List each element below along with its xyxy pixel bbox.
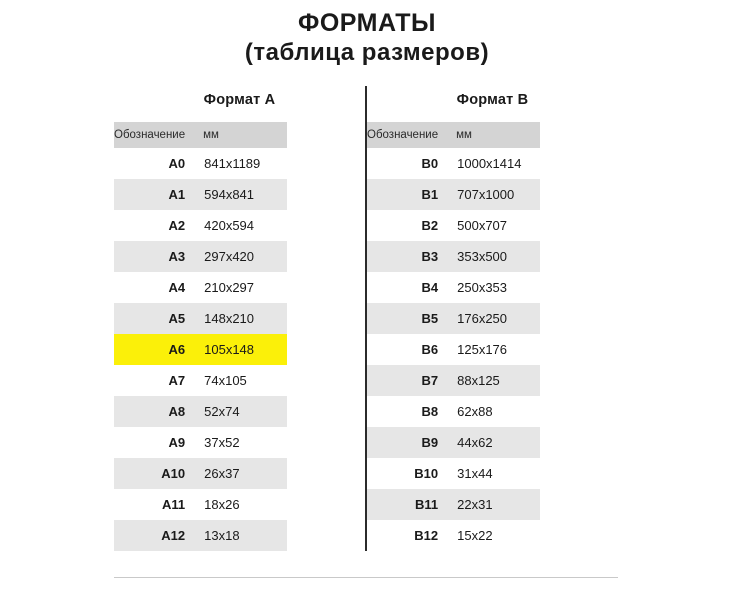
cell-code: A3 (114, 241, 195, 272)
cell-code: B6 (367, 334, 448, 365)
table-row (114, 427, 287, 458)
cell-code: A11 (114, 489, 195, 520)
cell-code: A6 (114, 334, 195, 365)
cell-code: B5 (367, 303, 448, 334)
table-row (367, 179, 540, 210)
cell-size: 210x297 (195, 272, 286, 303)
format-a-table (114, 122, 287, 551)
cell-code: B8 (367, 396, 448, 427)
table-header-row (367, 122, 540, 148)
title-line-1: ФОРМАТЫ (297, 9, 436, 37)
cell-size: 125x176 (448, 334, 539, 365)
cell-code: A8 (114, 396, 195, 427)
cell-size: 31x44 (448, 458, 539, 489)
column-header-designation: Обозначение (114, 122, 195, 148)
table-row (367, 458, 540, 489)
cell-size: 22x31 (448, 489, 539, 520)
table-row (367, 396, 540, 427)
cell-code: A2 (114, 210, 195, 241)
cell-code: B4 (367, 272, 448, 303)
cell-code: A10 (114, 458, 195, 489)
cell-size: 841x1189 (195, 148, 286, 179)
format-b-heading: Формат В (456, 92, 529, 108)
cell-code: B3 (367, 241, 448, 272)
cell-size: 105x148 (195, 334, 286, 365)
table-row (114, 241, 287, 272)
cell-size: 44x62 (448, 427, 539, 458)
title-line-2: (таблица размеров) (244, 39, 490, 66)
cell-code: A7 (114, 365, 195, 396)
cell-size: 52x74 (195, 396, 286, 427)
table-row (367, 334, 540, 365)
cell-code: A4 (114, 272, 195, 303)
table-row (367, 427, 540, 458)
table-header-row (114, 122, 287, 148)
cell-size: 18x26 (195, 489, 286, 520)
table-row (367, 148, 540, 179)
cell-size: 500x707 (448, 210, 539, 241)
table-row (114, 179, 287, 210)
column-header-mm: мм (448, 122, 539, 148)
cell-size: 1000x1414 (448, 148, 539, 179)
cell-size: 594x841 (195, 179, 286, 210)
table-row (114, 303, 287, 334)
format-b-table (367, 122, 540, 551)
footer-divider (114, 577, 618, 578)
cell-size: 26x37 (195, 458, 286, 489)
cell-code: B7 (367, 365, 448, 396)
cell-code: B0 (367, 148, 448, 179)
cell-size: 62x88 (448, 396, 539, 427)
cell-code: B10 (367, 458, 448, 489)
cell-size: 88x125 (448, 365, 539, 396)
table-row (367, 241, 540, 272)
tables-container (0, 86, 734, 551)
cell-size: 707x1000 (448, 179, 539, 210)
cell-code: B11 (367, 489, 448, 520)
cell-size: 13x18 (195, 520, 286, 551)
cell-code: A1 (114, 179, 195, 210)
table-row (367, 489, 540, 520)
table-row (367, 365, 540, 396)
cell-size: 37x52 (195, 427, 286, 458)
table-row (367, 303, 540, 334)
cell-code: B12 (367, 520, 448, 551)
cell-code: A0 (114, 148, 195, 179)
column-header-mm: мм (195, 122, 286, 148)
column-header-designation: Обозначение (367, 122, 448, 148)
table-row (367, 520, 540, 551)
cell-size: 250x353 (448, 272, 539, 303)
format-a-heading: Формат А (203, 92, 276, 108)
cell-code: A12 (114, 520, 195, 551)
page-title (0, 0, 734, 68)
cell-size: 176x250 (448, 303, 539, 334)
cell-size: 420x594 (195, 210, 286, 241)
table-row (114, 365, 287, 396)
cell-size: 297x420 (195, 241, 286, 272)
table-row (114, 272, 287, 303)
table-row (367, 272, 540, 303)
table-row (114, 520, 287, 551)
table-row (367, 210, 540, 241)
cell-size: 353x500 (448, 241, 539, 272)
table-row (114, 148, 287, 179)
cell-code: A9 (114, 427, 195, 458)
table-row (114, 458, 287, 489)
format-b-column (367, 86, 618, 551)
cell-code: B9 (367, 427, 448, 458)
cell-size: 15x22 (448, 520, 539, 551)
table-row (114, 396, 287, 427)
cell-size: 74x105 (195, 365, 286, 396)
table-row (114, 210, 287, 241)
table-row (114, 489, 287, 520)
table-row-highlighted (114, 334, 287, 365)
cell-code: A5 (114, 303, 195, 334)
cell-size: 148x210 (195, 303, 286, 334)
cell-code: B2 (367, 210, 448, 241)
cell-code: B1 (367, 179, 448, 210)
format-a-column (114, 86, 365, 551)
